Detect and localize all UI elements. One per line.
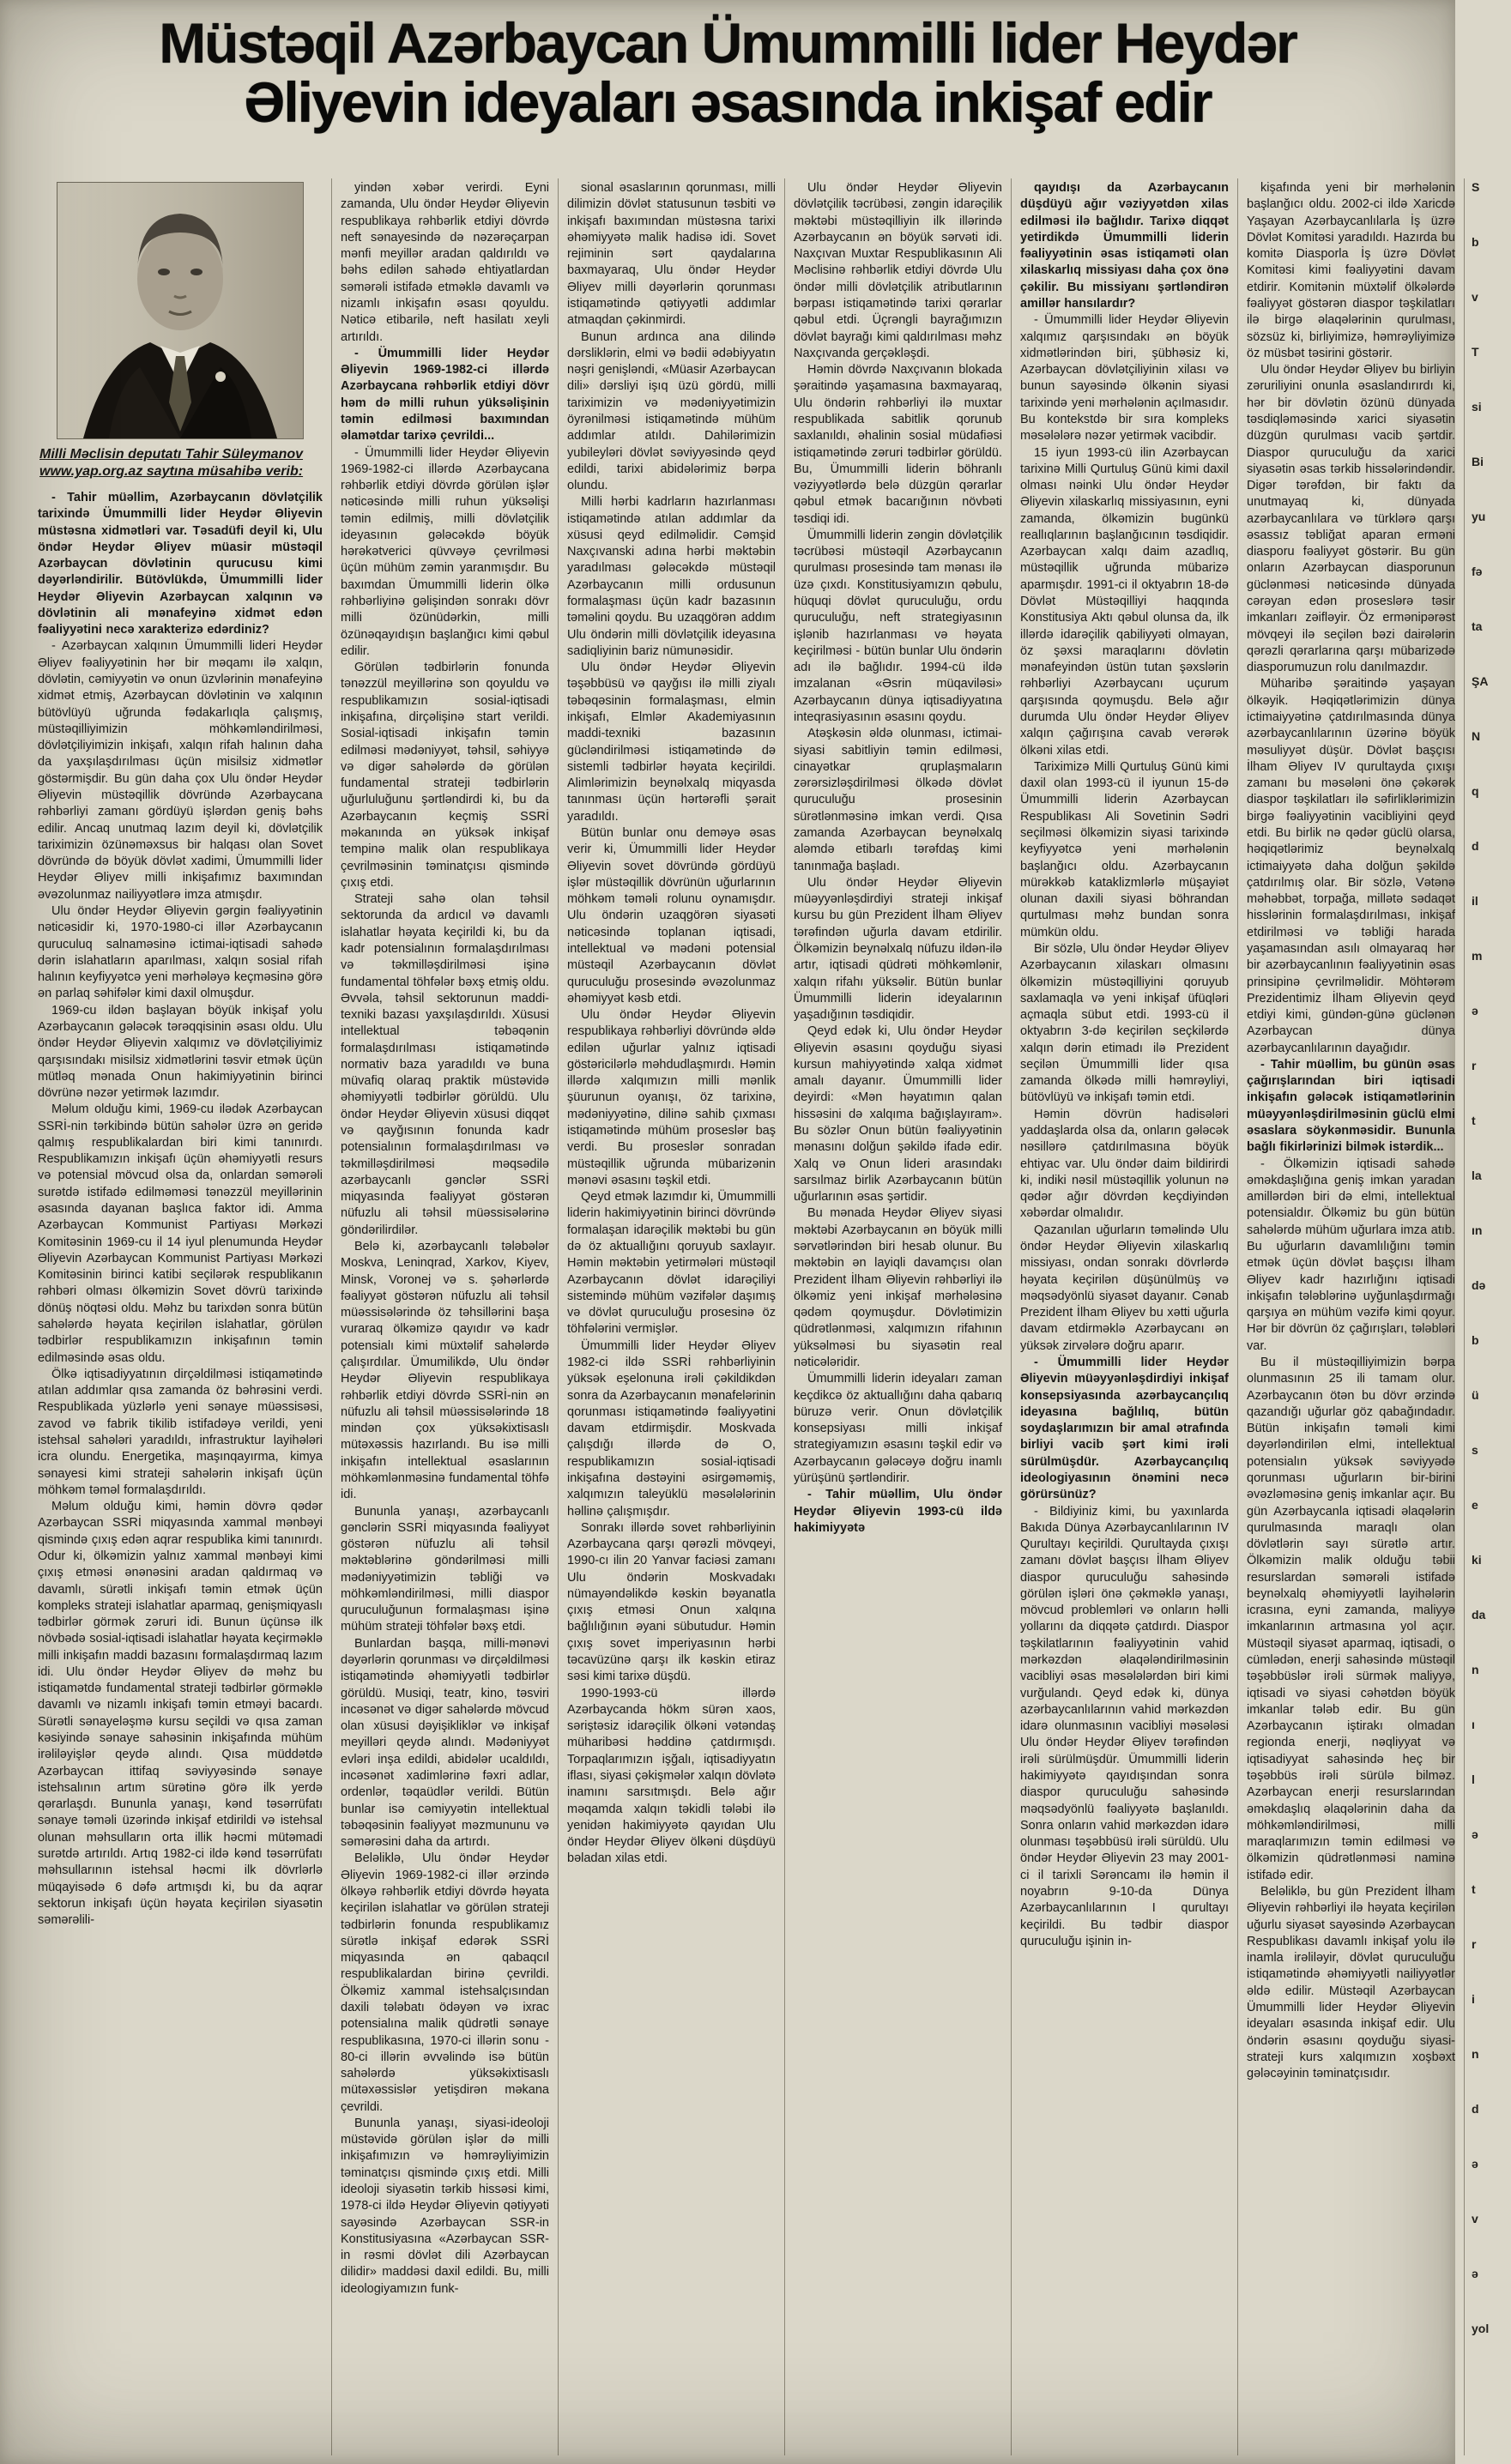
article-paragraph: Ölkə iqtisadiyyatının dirçəldilməsi istiqamətində atılan addımlar qısa zamanda öz bəhrəsini verdi. Respublikada yüzlərlə yeni sənaye müəssisəsi, zavod və fabrik tikilib istifadəyə verildi, yeni istehsal sahələri yaradıldı, infrastruktur layihələri icra olundu. Energetika, maşınqayırma, kimya sənayesi kimi strateji sahələrin inkişafı üçün möhkəm təməl formalaşdırıldı. <box>38 1367 323 1497</box>
article-paragraph: Ulu öndər Heydər Əliyevin gərgin fəaliyyətinin nəticəsidir ki, 1970-1980-ci illər Azərbaycanın quruculuq salnaməsinə ictimai-iqtisadi sahədə dərin islahatların aparılması, xalqın sosial rifah halının keyfiyyətcə yeni mərhələyə keçməsinə görə ən parlaq səhifələr kimi daxil olmuşdur. <box>38 903 323 1001</box>
cut-text-fragment: ı <box>1472 1718 1475 1731</box>
text-column-3 <box>559 178 785 2455</box>
cut-text-fragment: S <box>1472 180 1480 194</box>
interview-question: - Tahir müəllim, bu günün əsas çağırışlarından biri iqtisadi inkişafın gələcək istiqamətlərinin müəyyənləşdirilməsinin güclü elmi əsaslara söykənməsidir. Bununla bağlı fikirlərinizi bilmək istərdik... <box>1247 1057 1455 1155</box>
cut-text-fragment: ə <box>1472 1004 1478 1018</box>
article-paragraph: - Azərbaycan xalqının Ümummilli lideri Heydər Əliyev fəaliyyətinin hər bir məqamı ilə xalqın, dövlətin, cəmiyyətin və onun üzvlərinin mənafeyinə xidmət etmiş, Azərbaycan dövlətinin və xalqının bütövlüyü uğrunda fədakarlıqla çalışmış, müstəqilliyimizin möhkəmləndirilməsi, dövlətçiliyimizin inkişafı, xalqın rifah halının daha da yaxşılaşdırılması üçün misilsiz xidmətlər göstərmişdir. Bu gün daha çox Ulu öndər Heydər Əliyevin müstəqillik dövründə Azərbaycana rəhbərliyi zamanı gördüyü işlərdən geniş bəhs edilir. Ancaq unutmaq lazım deyil ki, dövlətçilik tariximizin özünəməxsus bir halqası olan Sovet dövründə də böyük dövlət xadimi, Ümummilli lider Heydər Əliyev milli inkişafımız baxımından əvəzolunmaz nailiyyətlərə imza atmışdır. <box>38 639 323 902</box>
interview-question: - Tahir müəllim, Ulu öndər Heydər Əliyevin 1993-cü ildə hakimiyyətə <box>794 1488 1002 1535</box>
cut-text-fragment: ın <box>1472 1223 1483 1237</box>
article-paragraph: Bunlardan başqa, milli-mənəvi dəyərlərin qorunması və dirçəldilməsi istiqamətində əhəmiyyətli tədbirlər görüldü. Musiqi, teatr, kino, təsviri incəsənət və digər sahələrdə mövcud olan xüsusi dəyişikliklər və inkişaf meyilləri qeydə alındı. Mədəniyyət evləri inşa edildi, abidələr ucaldıldı, incəsənət xadimlərinə fəxri adlar, ordenlər, təqaüdlər verildi. Bütün bunlar isə cəmiyyətin intellektual təbəqəsinin fəaliyyət məzmununu və səmərəsini daha da artırdı. <box>341 1636 549 1850</box>
article-paragraph: Strateji sahə olan təhsil sektorunda da ardıcıl və davamlı islahatlar həyata keçirildi ki, bu da kadr potensialının formalaşdırılması və təkmilləşdirilməsi işinə fundamental töhfələr bəxş etmiş oldu. Əvvəla, təhsil sektorunun maddi-texniki bazası yaxşılaşdırıldı. Xüsusi intellektual təbəqənin formalaşdırılması istiqamətində normativ baza yaradıldı və buna müvafiq olaraq praktik müstəvidə əhəmiyyətli tədbirlər görüldü. Ulu öndər Heydər Əliyevin xüsusi diqqət və qayğısının fonunda kadr potensialının formalaşdırılması və təkmilləşdirilməsi məqsədilə azərbaycanlı gənclər SSRİ miqyasında fəaliyyət göstərən nüfuzlu ali təhsil müəssisələrinə göndərilirdilər. <box>341 892 549 1237</box>
article-paragraph: yindən xəbər verirdi. Eyni zamanda, Ulu öndər Heydər Əliyevin respublikaya rəhbərlik etdiyi dövrdə neft sənayesində də nəzərəçarpan mənfi meyillər aradan qaldırıldı və bəhs edilən sahədə ehtiyatlardan səmərəli istifadə etməklə davamlı və nizamlı inkişafın əsası qoyuldu. Nəticə etibarilə, neft hasilatı xeyli artırıldı. <box>341 181 549 344</box>
article-paragraph: Ümummilli lider Heydər Əliyev 1982-ci ildə SSRİ rəhbərliyinin yüksək eşelonuna irəli çəkildikdən sonra da Azərbaycanın mənafelərinin qorunması istiqamətində fəaliyyətini davam etdirmişdir. Moskvada çalışdığı illərdə də O, respublikamızın sosial-iqtisadi inkişafına dəstəyini əsirgəməmiş, xalqımızın taleyüklü məsələlərinin həllinə çalışmışdır. <box>567 1338 776 1519</box>
cut-text-fragment: il <box>1472 894 1478 908</box>
portrait-photo-drawing <box>57 183 303 438</box>
article-paragraph: Bütün bunlar onu deməyə əsas verir ki, Ümummilli lider Heydər Əliyevin sovet dövründə gördüyü işlər müstəqillik dövrünün uğurlarının möhkəm təməli rolunu oynamışdır. Ulu öndərin uzaqgörən siyasəti nəticəsində toplanan iqtisadi, intellektual və mədəni potensial müstəqil Azərbaycanın dövlət quruculuğu prosesində əvəzolunmaz əhəmiyyət kəsb etdi. <box>567 825 776 1006</box>
interview-question: - Ümummilli lider Heydər Əliyevin 1969-1982-ci illərdə Azərbaycana rəhbərlik etdiyi dövr həm də milli ruhun yüksəlişinin təmin edilməsi baxımından əlamətdar tarixə çevrildi... <box>341 346 549 444</box>
article-paragraph: Ulu öndər Heydər Əliyevin dövlətçilik təcrübəsi, zəngin idarəçilik məktəbi müstəqilliyin ilk illərində Azərbaycanın ən böyük sərvəti idi. Naxçıvan Muxtar Respublikasının Ali Məclisinə rəhbərlik etdiyi dövrdə Ulu öndər milli dövlətçilik atributlarının bərpası istiqamətində tarixi qərarlar qəbul etdi. Üçrəngli bayrağımızın dövlət bayrağı kimi qaldırılması məhz Naxçıvanda gerçəkləşdi. <box>794 181 1002 360</box>
column-1-text <box>38 490 323 1929</box>
photo-caption: Milli Məclisin deputatı Tahir Süleymanov www.yap.org.az saytına müsahibə verib: <box>39 447 304 480</box>
cut-text-fragment: v <box>1472 290 1478 304</box>
article-paragraph: Bununla yanaşı, azərbaycanlı gənclərin SSRİ miqyasında fəaliyyət göstərən nüfuzlu ali təhsil məktəblərinə göndərilməsi milli mədəniyyətimizin təbliği və möhkəmləndirilməsi, milli diaspor quruculuğunun formalaşması işinə mühüm strateji töhfələr bəxş etdi. <box>341 1504 549 1634</box>
article-paragraph: Ümummilli liderin zəngin dövlətçilik təcrübəsi müstəqil Azərbaycanın qurulması prosesində tam mənası ilə üzə çıxdı. Konstitusiyamızın qəbulu, hüquqi dövlət quruculuğu, ordu quruculuğu, neft strategiyasının işlənib hazırlanması və həyata keçirilməsi - bütün bunlar Ulu öndərin adı ilə bağlıdır. 1994-cü ildə imzalanan «Əsrin müqaviləsi» Azərbaycanın dünya iqtisadiyyatına inteqrasiyasının əsasını qoydu. <box>794 528 1002 724</box>
cut-text-fragment: b <box>1472 1333 1479 1347</box>
cut-text-fragment: t <box>1472 1114 1476 1127</box>
article-columns <box>29 178 1490 2455</box>
cut-text-fragment: n <box>1472 1663 1479 1676</box>
article-paragraph: Sonrakı illərdə sovet rəhbərliyinin Azərbaycana qarşı qərəzli mövqeyi, 1990-cı ilin 20 Yanvar faciəsi zamanı Ulu öndərin Moskvadakı nümayəndəlikdə kəskin bəyanatla çıxış etməsi Onun xalqına bağlılığının əyani sübutudur. Həmin çıxış sovet imperiyasının hərbi təcavüzünə qarşı ilk kəskin etiraz səsi kimi tarixə düşdü. <box>567 1520 776 1684</box>
headline-line-2: Əliyevin ideyaları əsasında inkişaf edir <box>244 70 1212 135</box>
cut-text-fragment: da <box>1472 1608 1486 1622</box>
article-paragraph: 1969-cu ildən başlayan böyük inkişaf yolu Azərbaycanın gələcək tərəqqisinin əsası oldu. Ulu öndər Heydər Əliyevin xalqımız və dövlətçiliyimiz qarşısındakı misilsiz xidmətlərini təsvir etmək üçün mütləq mənada Onun hakimiyyətinin birinci dövrünə nəzər yetirmək lazımdır. <box>38 1003 323 1101</box>
article-paragraph: Ulu öndər Heydər Əliyevin respublikaya rəhbərliyi dövründə əldə edilən uğurlar yalnız iqtisadi göstəricilərlə məhdudlaşmırdı. Həmin illərdə xalqımızın milli mənlik şüurunun oyanışı, öz tarixinə, mədəniyyətinə, dilinə sahib çıxması istiqamətində mühüm proseslər baş verdi. Bu proseslər sonradan müstəqillik uğrunda mübarizənin mənəvi əsasını təşkil etdi. <box>567 1008 776 1187</box>
cut-text-fragment: n <box>1472 2047 1479 2061</box>
article-paragraph: Müharibə şəraitində yaşayan ölkəyik. Həqiqətlərimizin dünya ictimaiyyətinə çatdırılmasında dünya azərbaycanlılarının üzərinə böyük məsuliyyət düşür. Dövlət başçısı İlham Əliyev IV qurultayda çıxışı zamanı bu məsələni önə çəkərək diaspor təşkilatları ilə səfirliklərimizin birgə fəaliyyətinin vacibliyini qeyd etdi. Bu birlik nə qədər güclü olarsa, həqiqətlərimiz beynəlxalq ictimaiyyətə daha dolğun şəkildə çatdırılmış olar. Bir sözlə, Vətənə məhəbbət, torpağa, millətə sədaqət hisslərinin formalaşdırılması, inkişaf etdirilməsi və təbliği harada yaşamasından asılı olmayaraq hər bir azərbaycanlının fəaliyyətinin əsas prinsipinə çevrilməlidir. Möhtərəm Prezidentimiz İlham Əliyevin qeyd etdiyi kimi, gündən-günə güclənən Azərbaycan dünya azərbaycanlılarının dayağıdır. <box>1247 677 1455 1055</box>
cut-text-fragment: s <box>1472 1443 1478 1457</box>
cut-text-fragment: N <box>1472 729 1481 743</box>
cut-off-column <box>1465 178 1511 2455</box>
cut-text-fragment: ə <box>1472 2157 1478 2171</box>
portrait-photo <box>57 182 304 439</box>
article-paragraph: Məlum olduğu kimi, 1969-cu ilədək Azərbaycan SSRİ-nin tərkibində bütün sahələr üzrə ən geridə qalmış respublikalardan biri kimi tanınırdı. Respublikamızın inkişafı üçün əhəmiyyətli resurs və potensial mövcud olsa da, onlardan səmərəli surətdə istifadə edilməməsi tənəzzül meyillərinin əsasında dayanan başlıca faktor idi. Amma Azərbaycan Kommunist Partiyası Mərkəzi Komitəsinin 1969-cu il 14 iyul plenumunda Heydər Əliyevin Azərbaycan Kommunist Partiyası Mərkəzi Komitəsinin birinci katibi seçilərək respublikanın rəhbəri olması ölkəmizin Sovet dövrü tarixində dönüş nöqtəsi oldu. Məhz bu tarixdən sonra bütün sahələrdə həyata keçirilən islahatlar, görülən tədbirlər respublikamızın inkişafının təmin edilməsində əsas oldu. <box>38 1102 323 1365</box>
cut-text-fragment: ŞA <box>1472 674 1489 688</box>
headline-line-1: Müstəqil Azərbaycan Ümummilli lider Heydər <box>159 11 1296 75</box>
cut-text-fragment: d <box>1472 2102 1479 2116</box>
article-paragraph: Ulu öndər Heydər Əliyevin təşəbbüsü və qayğısı ilə milli ziyalı təbəqəsinin formalaşması, elmin inkişafı, Elmlər Akademiyasının maddi-texniki bazasının gücləndirilməsi istiqamətində də sistemli tədbirlər həyata keçirildi. Alimlərimizin beynəlxalq miqyasda tanınması üçün hərtərəfli şərait yaradıldı. <box>567 661 776 824</box>
cut-text-fragment: ta <box>1472 619 1483 633</box>
article-paragraph: Bu mənada Heydər Əliyev siyasi məktəbi Azərbaycanın ən böyük milli sərvətlərindən biri hesab olunur. Bu məktəbin ən layiqli davamçısı olan Prezident İlham Əliyevin rəhbərliyi ilə ölkəmiz yeni inkişaf mərhələsinə qədəm qoymuşdur. Dövlətimizin qüdrətlənməsi, xalqımızın rifahının yüksəlməsi bu siyasətin real nəticələridir. <box>794 1206 1002 1369</box>
cut-text-fragment: də <box>1472 1278 1486 1292</box>
cut-text-fragment: ə <box>1472 2267 1478 2280</box>
interview-question: - Ümummilli lider Heydər Əliyevin müəyyənləşdirdiyi inkişaf konsepsiyasında azərbaycançılıq ideyasına bağlılıq, bütün soydaşlarımızın bir amal ətrafında birliyi vacib şərt kimi irəli sürülmüşdür. Azərbaycançılıq ideologiyasının önəmini necə görürsünüz? <box>1020 1355 1229 1502</box>
article-paragraph: Beləliklə, Ulu öndər Heydər Əliyevin 1969-1982-ci illər ərzində ölkəyə rəhbərlik etdiyi dövrdə həyata keçirilən islahatlar və görülən strateji tədbirlərin fonunda respublikamız sürətlə inkişaf edərək SSRİ miqyasında ən qabaqcıl respublikalardan birinə çevrildi. Ölkəmiz xammal istehsalçısından daxili tələbatı ödəyən və ixrac potensialına malik qüdrətli sənaye respublikasına, 1970-ci illərin sonu - 80-ci illərin əvvəlində isə bütün sahələrdə yüksəkixtisaslı mütəxəssislər yetişdirən məkana çevrildi. <box>341 1851 549 2114</box>
article-paragraph: Bunun ardınca ana dilində dərsliklərin, elmi və bədii ədəbiyyatın nəşri genişləndi, «Müasir Azərbaycan dili» dərsliyi işıq üzü gördü, milli tariximizin və mədəniyyətimizin öyrənilməsi istiqamətində mühüm addımlar atıldı. Dahilərimizin yubileyləri dövlət səviyyəsində qeyd edildi, tarixi abidələrimiz bərpa olundu. <box>567 329 776 493</box>
article-paragraph: Həmin dövrün hadisələri yaddaşlarda olsa da, onların gələcək nəsillərə çatdırılmasına böyük ehtiyac var. Ulu öndər daim bildirirdi ki, indiki nəsil müstəqillik yolunun nə qədər ağır dövrdən keçdiyindən xəbərdar olmalıdır. <box>1020 1107 1229 1221</box>
interview-question: qayıdışı da Azərbaycanın düşdüyü ağır vəziyyətdən xilas edilməsi ilə bağlıdır. Tarixə diqqət yetirdikdə Ümummilli liderin fəaliyyətinin əsas istiqaməti olan xilaskarlıq missiyası daha çox önə çəkilir. Bu missiyanı şərtləndirən amillər hansılardır? <box>1020 181 1229 311</box>
text-column-1 <box>29 178 332 2455</box>
cut-text-fragment: yol <box>1472 2322 1490 2335</box>
article-paragraph: - Ölkəmizin iqtisadi sahədə əməkdaşlığına geniş imkan yaradan amillərdən biri də elmi, intellektual potensialdır. Ölkəmiz bu gün bütün sahələrdə mühüm uğurlara imza atıb. Bu uğurların davamlılığını təmin etmək üçün dövlət başçısı İlham Əliyev kadr hazırlığını iqtisadi inkişafın tələblərinə uyğunlaşdırmağı qarşıya ən mühüm vəzifə kimi qoyur. Hər bir dövrün öz çağırışları, tələbləri var. <box>1247 1157 1455 1353</box>
cut-text-fragment: v <box>1472 2212 1478 2225</box>
article-paragraph: Həmin dövrdə Naxçıvanın blokada şəraitində yaşamasına baxmayaraq, Ulu öndərin rəhbərliyi ilə muxtar respublikada sabitlik qorunub saxlanıldı, əhalinin sosial müdafiəsi istiqamətində zəruri tədbirlər görüldü. Bu, Ümummilli liderin böhranlı vəziyyətlərdə belə düzgün qərarlar qəbul etmək bacarığının növbəti təsdiqi idi. <box>794 363 1002 526</box>
cut-text-fragment: m <box>1472 949 1483 963</box>
cut-text-fragment: ə <box>1472 1827 1478 1841</box>
cut-text-fragment: q <box>1472 784 1479 798</box>
article-paragraph: 15 iyun 1993-cü ilin Azərbaycan tarixinə Milli Qurtuluş Günü kimi daxil olması nəinki Ulu öndər Heydər Əliyevin xilaskarlıq missiyasının, eyni zamanda, ölkəmizin bugünkü reallıqlarının başlanğıcının təsdiqidir. Azərbaycan xalqı daim azadlıq, müstəqillik uğrunda mübarizə aparmışdır. 1991-ci il oktyabrın 18-də Dövlət Müstəqilliyi haqqında Konstitusiya Aktı qəbul olunsa da, ilk illərdə idarəçilik qabiliyyəti olmayan, öz şəxsi maraqlarını dövlətin mənafeyindən üstün tutan şəxslərin rəhbərliyi Azərbaycanı uçurum qarşısında qoymuşdu. Belə ağır durumda Ulu öndər Heydər Əliyev xalqın çağırışına cavab verərək ölkəni xilas etdi. <box>1020 445 1229 758</box>
article-paragraph: Ulu öndər Heydər Əliyevin müəyyənləşdirdiyi strateji inkişaf kursu bu gün Prezident İlham Əliyev tərəfindən uğurla davam etdirilir. Ölkəmizin beynəlxalq nüfuzu ildən-ilə artır, iqtisadi qüdrəti möhkəmlənir, xalqın rifahı yüksəlir. Bütün bunlar Ümummilli liderin ideyalarının yaşadığının təsdiqidir. <box>794 875 1002 1023</box>
article-headline <box>0 0 1455 133</box>
cut-text-fragment: ki <box>1472 1553 1482 1567</box>
article-paragraph: Bu il müstəqilliyimizin bərpa olunmasının 25 ili tamam olur. Azərbaycanın ötən bu dövr ərzində qazandığı uğurlar göz qabağındadır. Bütün inkişafın təməli kimi dəyərləndirilən elmi, intellektual potensialın yüksək səviyyədə qorunması uğurların bir-birini əvəzləməsinə geniş imkanlar açır. Bu gün Azərbaycanla iqtisadi əlaqələrin qurulmasında maraqlı olan dövlətlərin sayı sürətlə artır. Ölkəmizin malik olduğu təbii resurslardan səmərəli istifadə beynəlxalq əhəmiyyətli layihələrin icrasına, eyni zamanda, maliyyə imkanlarının artmasına yol açır. Müstəqil siyasət aparmaq, iqtisadi, o cümlədən, enerji sahəsində müstəqil təşəbbüslər irəli sürmək maliyyə, iqtisadi və siyasi cəhətdən böyük imkanlar tələb edir. Bu gün Azərbaycanın iştirakı olmadan regionda enerji, nəqliyyat və iqtisadiyyat sahəsində heç bir təşəbbüs irəli sürülə bilməz. Azərbaycan enerji resurslarından əməkdaşlıq əlaqələrinin daha da möhkəmləndirilməsi, milli maraqlarımızın təmin edilməsi və ölkəmizin qüdrətlənməsi naminə istifadə edir. <box>1247 1355 1455 1882</box>
cut-text-fragment: ü <box>1472 1388 1479 1402</box>
article-paragraph: Qeyd edək ki, Ulu öndər Heydər Əliyevin əsasını qoyduğu siyasi kursun mahiyyətində xalqa xidmət amalı dayanır. Ümummilli lider deyirdi: «Mən həyatımın qalan hissəsini də xalqıma bağışlayıram». Bu sözlər Onun bütün fəaliyyətinin mənasını dolğun şəkildə ifadə edir. Xalq və Onun lideri arasındakı sarsılmaz birlik Azərbaycanın bütün uğurlarının əsas şərtidir. <box>794 1024 1002 1205</box>
article-paragraph: - Ümummilli lider Heydər Əliyevin xalqımız qarşısındakı ən böyük xidmətlərindən biri, şübhəsiz ki, Azərbaycan dövlətçiliyinin xilası və bunun sayəsində ölkənin siyasi tarixində yeni mərhələnin açılmasıdır. Bu kontekstdə bir sıra kompleks məsələlərə nəzər yetirmək vacibdir. <box>1020 313 1229 444</box>
article-paragraph: 1990-1993-cü illərdə Azərbaycanda hökm sürən xaos, səriştəsiz idarəçilik ölkəni vətəndaş müharibəsi həddinə çatdırmışdı. Torpaqlarımızın işğalı, iqtisadiyyatın iflası, siyasi çəkişmələr xalqın dövlətə inamını sarsıtmışdı. Belə ağır məqamda xalqın təkidli tələbi ilə yenidən hakimiyyətə qayıdan Ulu öndər Heydər Əliyev ölkəni düşdüyü bəladan xilas etdi. <box>567 1686 776 1866</box>
article-paragraph: Qeyd etmək lazımdır ki, Ümummilli liderin hakimiyyətinin birinci dövründə formalaşan idarəçilik məktəbi bu gün də öz aktuallığını qoruyub saxlayır. Həmin məktəbin yetirmələri müstəqil Azərbaycanın dövlət idarəçiliyi sistemində mühüm vəzifələr daşımış və dövlət quruculuğu prosesinə öz töhfələrini vermişlər. <box>567 1190 776 1337</box>
cut-text-fragment: la <box>1472 1169 1482 1182</box>
article-paragraph: Qazanılan uğurların təməlində Ulu öndər Heydər Əliyevin xilaskarlıq missiyası, ondan sonrakı dövrlərdə həyata keçirilən düşünülmüş və məqsədyönlü siyasət dayanır. Cənab Prezident İlham Əliyev bu xətti uğurla davam etdirməklə Azərbaycanı ən yüksək zirvələrə doğru aparır. <box>1020 1223 1229 1353</box>
cut-text-fragment: r <box>1472 1059 1477 1072</box>
cut-text-fragment: Bi <box>1472 455 1484 468</box>
cut-text-fragment: T <box>1472 345 1479 359</box>
cut-text-fragment: b <box>1472 235 1479 249</box>
cut-text-fragment: l <box>1472 1773 1475 1786</box>
article-paragraph: Atəşkəsin əldə olunması, ictimai-siyasi sabitliyin təmin edilməsi, cinayətkar qruplaşmaların zərərsizləşdirilməsi ölkədə dövlət quruculuğu prosesinin sürətlənməsinə imkan verdi. Qısa zamanda Azərbaycan beynəlxalq aləmdə etibarlı tərəfdaş kimi tanınmağa başladı. <box>794 727 1002 873</box>
article-paragraph: Bir sözlə, Ulu öndər Heydər Əliyev Azərbaycanın xilaskarı olmasını ölkəmizin müstəqilliyini qoruyub saxlamaqla və yeni inkişaf üfüqləri açmaqla sübut etdi. 1993-cü il oktyabrın 3-də keçirilən seçkilərdə xalqın dərin etimadı ilə Prezident seçilən Ümummilli lider qısa zamanda ölkədə milli həmrəyliyi, bütövlüyü və inkişafı təmin etdi. <box>1020 941 1229 1105</box>
article-paragraph: Görülən tədbirlərin fonunda tənəzzül meyillərinə son qoyuldu və respublikamızın sosial-iqtisadi inkişafına, dirçəlişinə start verildi. Sosial-iqtisadi inkişafın təmin edilməsi mədəniyyət, təhsil, səhiyyə və digər sahələrdə də görülən fundamental strateji tədbirlərin uğurluluğunu şərtləndirdi ki, bu da Azərbaycanın keçmiş SSRİ məkanında ən yüksək inkişaf tempinə malik olan respublikaya çevrilməsinin təminatçısı qismində çıxış etdi. <box>341 661 549 890</box>
cut-text-fragment: r <box>1472 1937 1477 1951</box>
article-paragraph: Bununla yanaşı, siyasi-ideoloji müstəvidə görülən işlər də milli inkişafımızın və həmrəyliyimizin təminatçısı qismində çıxış etdi. Milli ideoloji siyasətin tərkib hissəsi kimi, 1978-ci ildə Heydər Əliyevin qətiyyəti sayəsində Azərbaycan SSR-in Konstitusiyasına «Azərbaycan SSR-in rəsmi dövlət dili Azərbaycan dilidir» maddəsi daxil edildi. Bu, milli ideologiyamızın funk- <box>341 2116 549 2296</box>
interview-question: - Tahir müəllim, Azərbaycanın dövlətçilik tarixində Ümummilli lider Heydər Əliyevin müstəsna xidmətləri var. Təsadüfi deyil ki, Ulu öndər Heydər Əliyev müasir müstəqil Azərbaycan dövlətinin qurucusu kimi dəyərləndirilir. Bütövlükdə, Ümummilli lider Heydər Əliyevin Azərbaycan xalqının və dövlətinin ali mənafeyinə xidmət edən fəaliyyətini necə xarakterizə edərdiniz? <box>38 490 323 637</box>
text-column-5 <box>1012 178 1238 2455</box>
article-paragraph: kişafında yeni bir mərhələnin başlanğıcı oldu. 2002-ci ildə Xaricdə Yaşayan Azərbaycanlılarla İş üzrə Dövlət Komitəsi yaradıldı. Hazırda bu komitə Diasporla İş üzrə Dövlət Komitəsi kimi fəaliyyətini davam etdirir. Komitənin müxtəlif ölkələrdə fəaliyyət göstərən diaspor təşkilatları ilə birgə əlaqələrinin qurulması, sözsüz ki, birliyimizə, həmrəyliyimizə öz müsbət təsirini göstərir. <box>1247 181 1455 360</box>
cut-text-fragment: si <box>1472 400 1482 414</box>
article-paragraph: - Ümummilli lider Heydər Əliyevin 1969-1982-ci illərdə Azərbaycana rəhbərlik etdiyi dövrdə görülən işlər nəticəsində milli ruhun yüksəlişi təmin edilmiş, milli dövlətçilik ideyasının gələcəkdə böyük hərəkətverici qüvvəyə çevrilməsi üçün mühüm zəmin yaranmışdır. Bu baxımdan Ümummilli liderin ölkə rəhbərliyinə gəlişindən sonrakı dövr milli özünüdərkin, milli özünəqayıdışın başlanğıcı kimi qəbul edilir. <box>341 445 549 658</box>
cut-text-fragment: e <box>1472 1498 1478 1512</box>
cut-text-fragment: yu <box>1472 510 1486 523</box>
text-column-6 <box>1238 178 1465 2455</box>
article-paragraph: Beləliklə, bu gün Prezident İlham Əliyevin rəhbərliyi ilə həyata keçirilən uğurlu siyasət sayəsində Azərbaycan Respublikası davamlı inkişaf yolu ilə inamla irəliləyir, dövlət quruculuğu istiqamətində əhəmiyyətli nailiyyətlər əldə edilir. Müstəqil Azərbaycan Ümummilli lider Heydər Əliyevin ideyaları əsasında inkişaf edir. Ulu öndərin əsasını qoyduğu siyasi-strateji kurs xalqımızın xoşbəxt gələcəyinin təminatçısıdır. <box>1247 1884 1455 2081</box>
cut-text-fragment: fə <box>1472 565 1483 578</box>
article-paragraph: Ümummilli liderin ideyaları zaman keçdikcə öz aktuallığını daha qabarıq büruzə verir. Onun dövlətçilik konsepsiyası milli inkişaf strategiyamızın əsasını təşkil edir və Azərbaycanın gələcəyə doğru inamlı yürüşünü şərtləndirir. <box>794 1372 1002 1485</box>
article-paragraph: sional əsaslarının qorunması, milli dilimizin dövlət statusunun təsbiti və inkişafı baxımından müstəsna tarixi əhəmiyyətə malik hadisə idi. Sovet rejiminin sərt qaydalarına baxmayaraq, Ulu öndər Heydər Əliyev milli dəyərlərin qorunması istiqamətində qətiyyətli addımlar atmaqdan çəkinmirdi. <box>567 181 776 328</box>
text-column-2 <box>332 178 559 2455</box>
article-paragraph: - Bildiyiniz kimi, bu yaxınlarda Bakıda Dünya Azərbaycanlılarının IV Qurultayı keçirildi. Qurultayda çıxışı zamanı dövlət başçısı İlham Əliyev diaspor quruculuğu sahəsində görülən işləri önə çəkməklə yanaşı, mövcud problemləri və onların həlli yollarını da diqqətə çatdırdı. Diaspor təşkilatlarının fəaliyyətinin vahid mərkəzdən əlaqələndirilməsinin vacibliyi əsas məsələlərdən biri kimi vurğulandı. Qeyd edək ki, dünya azərbaycanlılarının vahid mərkəzdən idarə olunmasının vacibliyi məsələsi Ulu öndər Heydər Əliyev tərəfindən irəli sürülmüşdür. Ümummilli liderin hakimiyyətə qayıdışından sonra diaspor quruculuğu sahəsində məqsədyönlü fəaliyyətə başlanıldı. Sonra onların vahid mərkəzdən idarə olunması təşəbbüsü irəli sürüldü. Ulu öndər Heydər Əliyevin 23 may 2001-ci il tarixli Sərəncamı ilə həmin il noyabrın 9-10-da Dünya Azərbaycanlılarının I qurultayı keçirildi. Bu tədbir diaspor quruculuğu işinin in- <box>1020 1504 1229 1948</box>
article-paragraph: Tariximizə Milli Qurtuluş Günü kimi daxil olan 1993-cü il iyunun 15-də Ümummilli liderin Azərbaycan Respublikası Ali Sovetinin Sədri seçilməsi ölkəmizin siyasi tarixində keyfiyyətcə yeni mərhələnin başlanğıcı oldu. Azərbaycanın mürəkkəb kataklizmlərlə müşayiət olunan daxili siyasi böhrandan qurtulması məhz bundan sonra mümkün oldu. <box>1020 759 1229 939</box>
article-paragraph: Belə ki, azərbaycanlı tələbələr Moskva, Leninqrad, Xarkov, Kiyev, Minsk, Voronej və s. şəhərlərdə fəaliyyət göstərən nüfuzlu ali təhsil müəssisələrində öz təhsillərini başa vuraraq ölkəmizə qayıdır və kadr potensialı kimi müxtəlif sahələrdə çalışırdılar. Ümumilikdə, Ulu öndər Heydər Əliyevin respublikaya rəhbərlik etdiyi dövrdə SSRİ-nin ən nüfuzlu ali təhsil müəssisələrində 18 mindən çox yüksəkixtisaslı mütəxəssis hazırlandı. Bu isə milli inkişafın intellektual əsaslarının möhkəmlənməsinə fundamental töhfə idi. <box>341 1240 549 1502</box>
text-column-4 <box>785 178 1012 2455</box>
article-paragraph: Məlum olduğu kimi, həmin dövrə qədər Azərbaycan SSRİ miqyasında xammal mənbəyi qismində çıxış edən aqrar respublika kimi tanınırdı. Odur ki, ölkəmizin yalnız xammal mənbəyi kimi çıxış etməsi ənənəsini aradan qaldırmaq və davamlı, sürətli inkişafı təmin etmək üçün kompleks strateji islahatlar aparmaq, genişmiqyaslı tədbirlər görmək zəruri idi. Bunun üçünsə ilk növbədə sosial-iqtisadi islahatlar həyata keçirməklə milli inkişafın maddi bazasını formalaşdırmaq lazım idi. Ulu öndər Heydər Əliyev də məhz bu istiqamətdə fundamental strateji tədbirlər görməklə davamlı və nizamlı inkişafı təmin etməyi bacardı. Sürətli sənayeləşmə kursu seçildi və qısa zaman kəsiyində sənaye sahəsinin inkişafında mühüm irəliləyişlər qeydə alındı. Qısa müddətdə Azərbaycan ittifaq səviyyəsində sənaye istehsalının artım sürətinə görə ilk yerdə qərarlaşdı. Bununla yanaşı, kənd təsərrüfatı sənaye təməli üzərində inkişaf etdirildi və istehsal olunan məhsulların orta illik həcmi mütəmadi surətdə artırıldı. Artıq 1982-ci ildə kənd təsərrüfatı məhsullarının istehsal həcmi ilk dövrlərlə müqayisədə 6 dəfə artmışdı ki, bu da aqrar sektorun inkişafı üçün həyata keçirilən siyasətin səmərəlili- <box>38 1500 323 1928</box>
article-paragraph: Ulu öndər Heydər Əliyev bu birliyin zəruriliyini onunla əsaslandırırdı ki, hər bir dövlətin özünü dünyada təsdiqləməsində xarici siyasətin düzgün qurulması vacib şərtdir. Diaspor quruculuğu da xarici siyasətin əsas tərkib hissələrindəndir. Digər tərəfdən, bir faktı da unutmayaq ki, dünyada azərbaycanlılara və türklərə qarşı əsassız təbliğat aparan erməni diasporu fəaliyyət göstərir. Bu gün onların Azərbaycan diasporunun güclənməsi nəticəsində dünyada cərəyan edən proseslərə təsir imkanları zəifləyir. Öz ermənipərəst mövqeyi ilə seçilən bəzi dairələrin qərəzli qərarlarına qarşı mübarizədə diasporumuzun rolu danılmazdır. <box>1247 363 1455 675</box>
article-paragraph: Milli hərbi kadrların hazırlanması istiqamətində atılan addımlar da xüsusi qeyd edilməlidir. Cəmşid Naxçıvanski adına hərbi məktəbin yaradılması gələcəkdə müstəqil Azərbaycanın milli ordusunun formalaşması üçün kadr bazasının təməlini qoydu. Bu uzaqgörən addım Ulu öndərin milli dövlətçilik ideyasına sadiqliyinin bariz nümunəsidir. <box>567 495 776 658</box>
cut-text-fragment: t <box>1472 1882 1476 1896</box>
cut-text-fragment: d <box>1472 839 1479 853</box>
cut-text-fragment: i <box>1472 1992 1475 2006</box>
